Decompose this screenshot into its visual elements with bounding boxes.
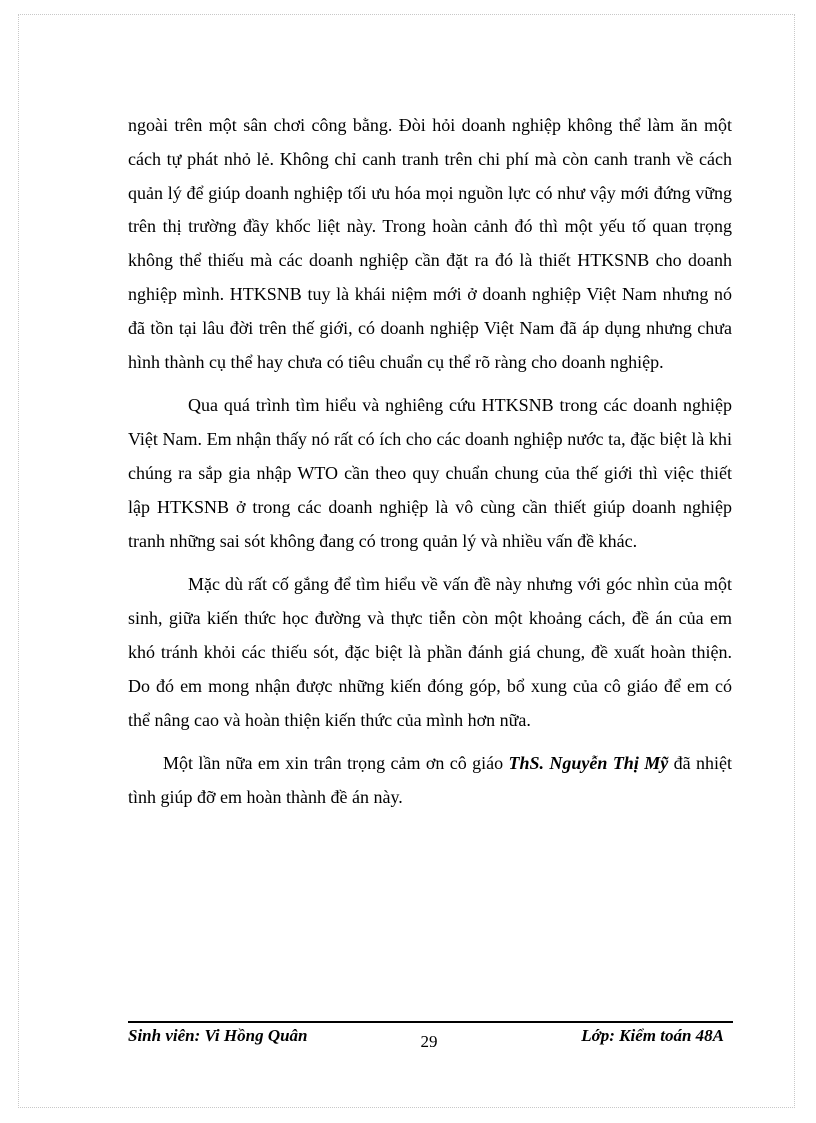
page-number: 29: [420, 1032, 438, 1051]
paragraph-4-text-start: Một lần nữa em xin trân trọng cảm ơn cô giáo: [163, 753, 509, 774]
paragraph-2: Qua quá trình tìm hiểu và nghiêng cứu HTKSNB trong các doanh nghiệp Việt Nam. Em nhận thấy nó rất có ích cho các doanh nghiệp nước ta, đặc biệt là khi chúng ra sắp gia nhập WTO cần theo quy chuẩn chung của thế giới thì việc thiết lập HTKSNB ở trong các doanh nghiệp là vô cùng cần thiết giúp doanh nghiệp tranh những sai sót không đang có trong quản lý và nhiều vấn đề khác.: [128, 395, 732, 551]
paragraph-3: Mặc dù rất cố gắng để tìm hiểu về vấn đề này nhưng với góc nhìn của một sinh, giữa kiến thức học đường và thực tiễn còn một khoảng cách, đề án của em khó tránh khỏi các thiếu sót, đặc biệt là phần đánh giá chung, đề xuất hoàn thiện. Do đó em mong nhận được những kiến đóng góp, bổ xung của cô giáo để em có thể nâng cao và hoàn thiện kiến thức của mình hơn nữa.: [128, 574, 732, 730]
document-body: [128, 109, 732, 815]
footer-class-name: Lớp: Kiểm toán 48A: [581, 1026, 724, 1045]
supervisor-name: ThS. Nguyễn Thị Mỹ: [508, 753, 669, 774]
paragraph-4-text-end: đã nhiệt tình giúp đỡ em hoàn thành đề án này.: [128, 753, 732, 808]
paragraph-1: ngoài trên một sân chơi công bằng. Đòi hỏi doanh nghiệp không thể làm ăn một cách tự phát nhỏ lẻ. Không chỉ canh tranh trên chi phí mà còn canh tranh về cách quản lý để giúp doanh nghiệp tối ưu hóa mọi nguồn lực có như vậy mới đứng vững trên thị trường đầy khốc liệt này. Trong hoàn cảnh đó thì một yếu tố quan trọng không thể thiếu mà các doanh nghiệp cần đặt ra đó là thiết HTKSNB cho doanh nghiệp mình. HTKSNB tuy là khái niệm mới ở doanh nghiệp Việt Nam nhưng nó đã tồn tại lâu đời trên thế giới, có doanh nghiệp Việt Nam đã áp dụng nhưng chưa hình thành cụ thể hay chưa có tiêu chuẩn cụ thể rõ ràng cho doanh nghiệp.: [128, 115, 732, 372]
paragraph-4: [128, 747, 732, 815]
footer-student-name: Sinh viên: Vi Hồng Quân: [128, 1026, 308, 1045]
footer-divider: [128, 1021, 733, 1023]
